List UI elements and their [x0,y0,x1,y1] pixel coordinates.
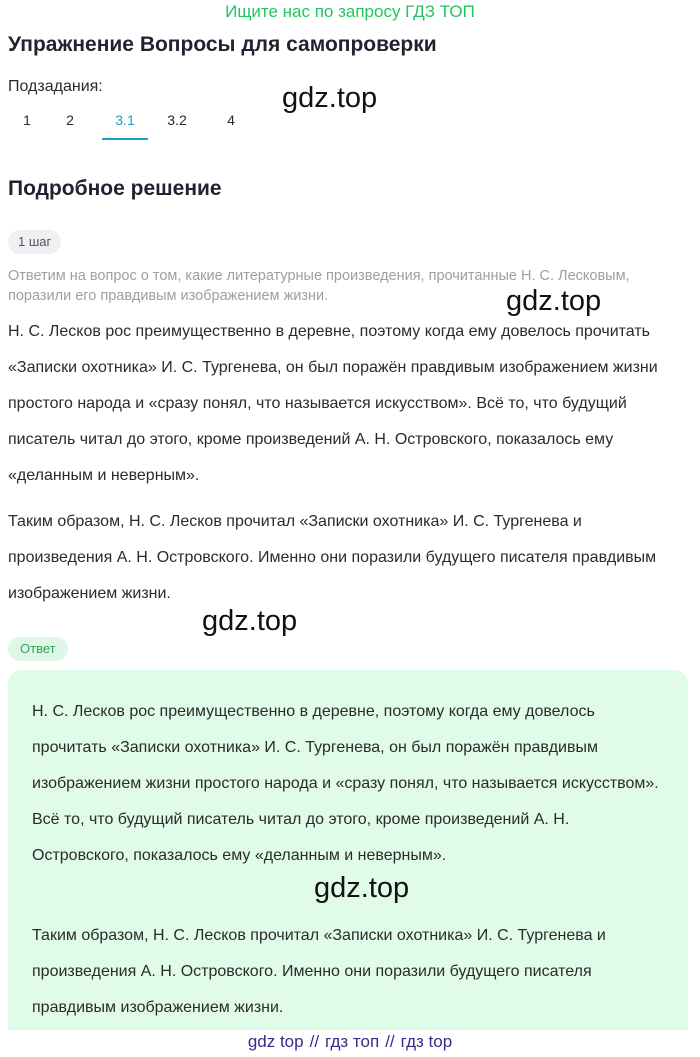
tab-3-2[interactable]: 3.2 [167,112,187,128]
answer-paragraph: Таким образом, Н. С. Лесков прочитал «Записки охотника» И. С. Тургенева и произведения А. Н. Островского. Именно они поразили будущего писателя правдивым изображением жизни. [32,927,606,1016]
step-badge: 1 шаг [8,230,61,254]
page-title: Упражнение Вопросы для самопроверки [8,33,437,56]
promo-banner[interactable]: Ищите нас по запросу ГДЗ ТОП [225,2,475,21]
solution-paragraph: Таким образом, Н. С. Лесков прочитал «Записки охотника» И. С. Тургенева и произведения А. Н. Островского. Именно они поразили будущего писателя правдивым изображением жизни. [8,513,657,602]
footer-separator: // [309,1032,320,1051]
answer-paragraph: Н. С. Лесков рос преимущественно в деревне, поэтому когда ему довелось прочитать «Записки охотника» И. С. Тургенева, он был поражён правдивым изображением жизни простого народа и «сразу понял, что называется искусством». Всё то, что будущий писатель читал до этого, кроме произведений А. Н. Островского, показалось ему «деланным и неверным». [32,703,659,864]
watermark: gdz.top [202,605,298,637]
footer [0,1030,700,1054]
watermark: gdz.top [506,285,602,317]
subtasks-label: Подзадания: [8,78,103,95]
tab-3-1[interactable]: 3.1 [102,106,148,140]
watermark: gdz.top [282,82,378,114]
tab-4[interactable]: 4 [227,112,235,128]
answer-badge: Ответ [8,637,68,661]
solution-title: Подробное решение [8,177,222,200]
subtask-tabs [8,106,256,140]
footer-link[interactable]: гдз top [400,1032,453,1051]
footer-link[interactable]: гдз топ [325,1032,380,1051]
tab-2[interactable]: 2 [66,112,74,128]
solution-paragraph: Н. С. Лесков рос преимущественно в деревне, поэтому когда ему довелось прочитать «Записки охотника» И. С. Тургенева, он был поражён правдивым изображением жизни простого народа и «сразу понял, что называется искусством». Всё то, что будущий писатель читал до этого, кроме произведений А. Н. Островского, показалось ему «деланным и неверным». [8,323,658,484]
watermark: gdz.top [314,872,410,904]
step-hint: Ответим на вопрос о том, какие литературные произведения, прочитанные Н. С. Лесковым, поразили его правдивым изображением жизни. [8,268,630,304]
footer-link[interactable]: gdz top [247,1032,304,1051]
tab-1[interactable]: 1 [23,112,31,128]
footer-separator: // [385,1032,395,1051]
